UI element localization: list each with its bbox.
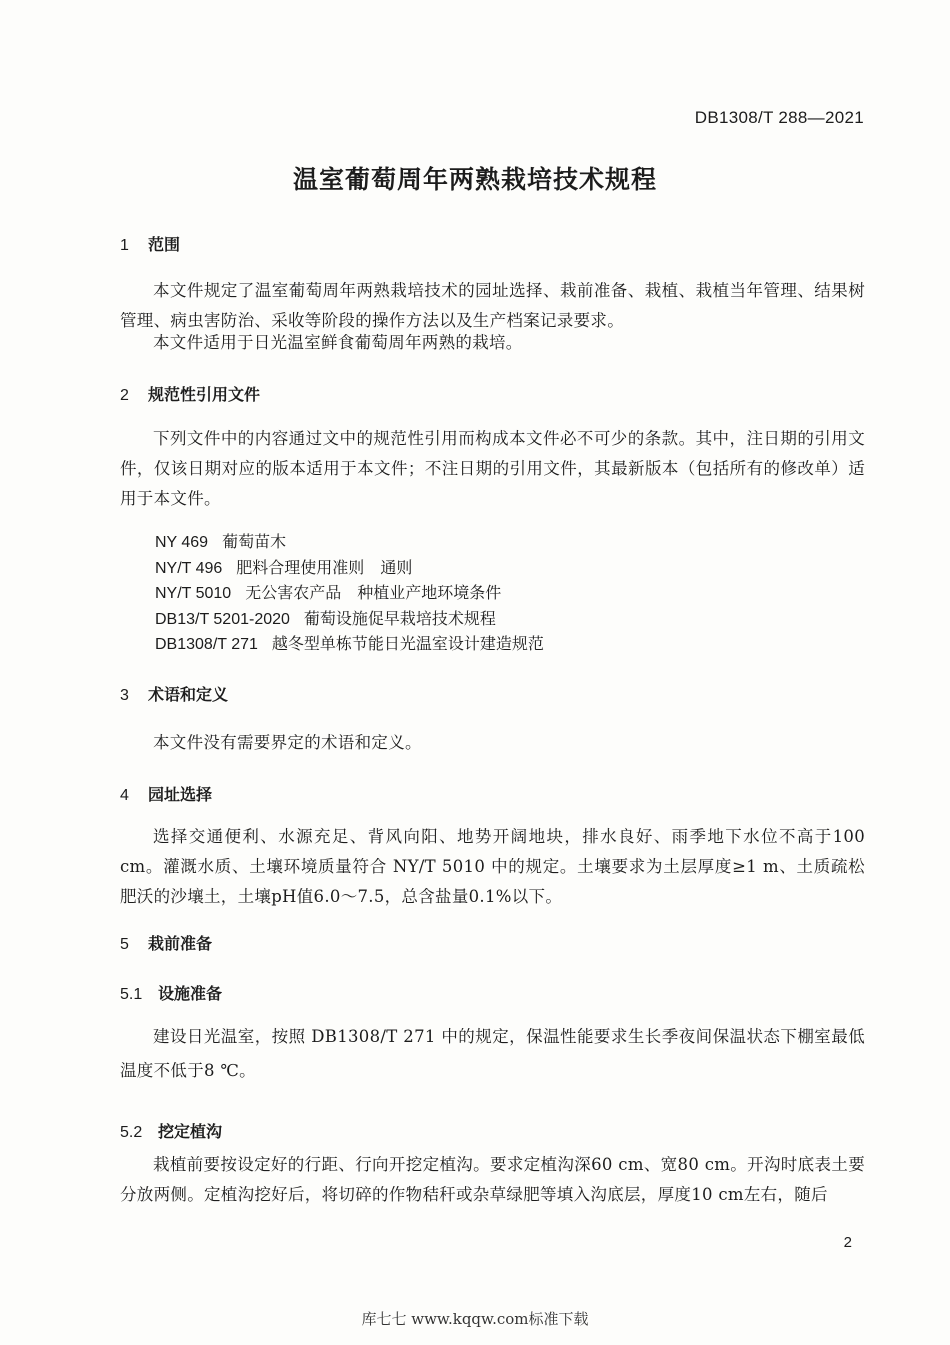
section-5-1-heading [120,981,222,1004]
section-1-para-1: 本文件规定了温室葡萄周年两熟栽培技术的园址选择、栽前准备、栽植、栽植当年管理、结果树管理、病虫害防治、采收等阶段的操作方法以及生产档案记录要求。 [120,281,865,330]
section-1-heading [120,232,180,255]
section-number: 5.2 [120,1124,143,1141]
footer-watermark: 库七七 www.kqqw.com标准下载 [361,1310,589,1328]
section-3-heading [120,682,228,705]
reference-title: 无公害农产品 [245,583,342,602]
section-3-para-1: 本文件没有需要界定的术语和定义。 [153,733,422,752]
reference-code: DB13/T 5201-2020 [155,610,290,628]
reference-title: 越冬型单栋节能日光温室设计建造规范 [271,634,544,653]
section-title: 规范性引用文件 [148,385,261,404]
reference-item [155,530,544,556]
reference-code: NY/T 5010 [155,585,232,602]
standard-number: DB1308/T 288—2021 [694,108,864,127]
section-title: 设施准备 [158,984,223,1003]
section-number: 4 [120,787,129,804]
reference-code: NY 469 [155,534,209,551]
reference-title: 葡萄设施促早栽培技术规程 [303,608,496,628]
section-title: 栽前准备 [148,934,213,953]
section-5-heading [120,931,212,954]
reference-item [155,556,544,582]
document-title: 温室葡萄周年两熟栽培技术规程 [292,165,657,194]
section-number: 5 [120,936,129,953]
reference-subtitle: 通则 [380,557,413,577]
reference-title: 肥料合理使用准则 [236,557,365,577]
reference-code: DB1308/T 271 [155,636,258,653]
reference-item [155,632,544,658]
section-number: 1 [120,237,129,254]
page-number: 2 [843,1234,852,1251]
section-title: 术语和定义 [148,685,229,704]
section-title: 园址选择 [148,785,213,804]
reference-title: 葡萄苗木 [222,532,287,551]
reference-subtitle: 种植业产地环境条件 [357,583,502,602]
section-4-para-1: 选择交通便利、水源充足、背风向阳、地势开阔地块，排水良好、雨季地下水位不高于100 cm。灌溉水质、土壤环境质量符合 NY/T 5010 中的规定。土壤要求为土层厚度≥1 m、土质疏松肥沃的沙壤土，土壤pH值6.0～7.5，总含盐量0.1%以下。 [120,827,865,906]
reference-list [155,530,544,658]
section-number: 5.1 [120,986,143,1003]
section-title: 范围 [148,235,181,254]
section-5-1-para-1: 建设日光温室，按照 DB1308/T 271 中的规定，保温性能要求生长季夜间保温状态下棚室最低温度不低于8 ℃。 [120,1027,865,1080]
section-2-para-1: 下列文件中的内容通过文中的规范性引用而构成本文件必不可少的条款。其中，注日期的引用文件，仅该日期对应的版本适用于本文件；不注日期的引用文件，其最新版本（包括所有的修改单）适用于本文件。 [120,429,865,508]
section-4-heading [120,782,212,805]
section-number: 3 [120,687,129,704]
section-5-2-heading [120,1119,222,1142]
section-1-para-2: 本文件适用于日光温室鲜食葡萄周年两熟的栽培。 [153,333,523,352]
reference-item [155,581,544,607]
section-5-2-para-1: 栽植前要按设定好的行距、行向开挖定植沟。要求定植沟深60 cm、宽80 cm。开沟时底表土要分放两侧。定植沟挖好后，将切碎的作物秸秆或杂草绿肥等填入沟底层，厚度10 cm左右，随后 [120,1155,865,1204]
section-2-heading [120,382,260,405]
section-title: 挖定植沟 [158,1122,223,1141]
section-number: 2 [120,387,129,404]
reference-item [155,607,544,633]
reference-code: NY/T 496 [155,559,223,577]
